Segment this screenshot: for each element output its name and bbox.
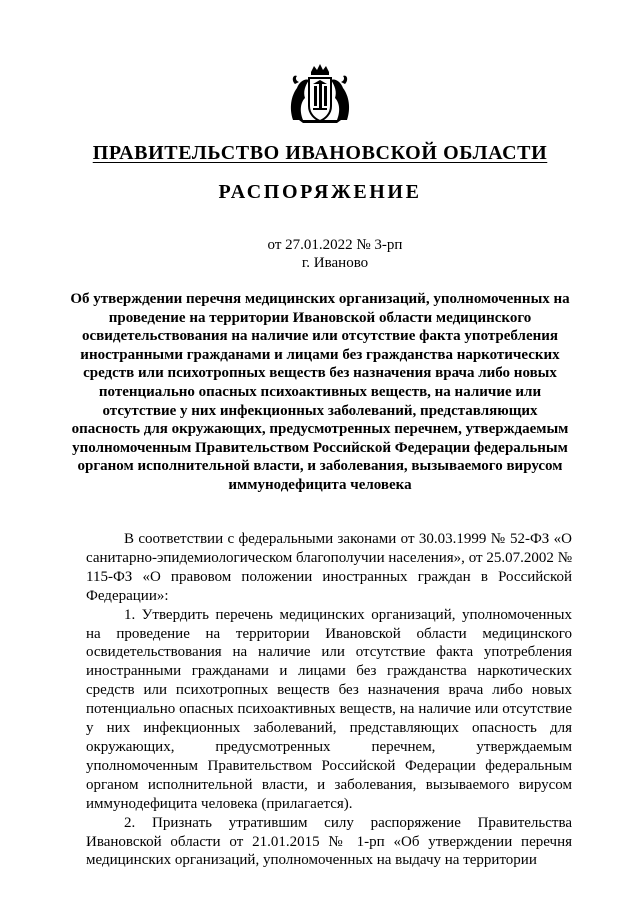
document-type: РАСПОРЯЖЕНИЕ: [218, 181, 422, 203]
date-number: от 27.01.2022 № 3-рп: [267, 237, 403, 253]
item-1-paragraph: 1. Утвердить перечень медицинских организаций, уполномоченных на проведение на территории Ивановской области медицинского освидетельствования на наличие или отсутствие факта употребления иностранными гражданами и лицами без гражданства наркотических средств или психотропных веществ без назначения врача либо новых потенциально опасных психоактивных веществ, на наличие или отсутствие у них инфекционных заболеваний, представляющих опасность для окружающих, предусмотренных перечнем, утверждаемым уполномоченным Правительством Российской Федерации федеральным органом исполнительной власти, и заболевания, вызываемого вирусом иммунодефицита человека (прилагается).: [86, 606, 572, 812]
city: г. Иваново: [301, 255, 369, 271]
document-title: Об утверждении перечня медицинских организаций, уполномоченных на проведение на территории Ивановской области медицинского освидетельствования на наличие или отсутствие факта употребления иностранными гражданами и лицами без гражданства наркотических средств или психотропных веществ без назначения врача либо новых потенциально опасных психоактивных веществ, на наличие или отсутствие у них инфекционных заболеваний, представляющих опасность для окружающих, предусмотренных перечнем, утверждаемым уполномоченным Правительством Российской Федерации федеральным органом исполнительной власти, и заболевания, вызываемого вирусом иммунодефицита человека: [70, 291, 570, 493]
coat-of-arms-icon: [285, 62, 355, 124]
document-body: [86, 530, 572, 870]
item-2-paragraph: 2. Признать утратившим силу распоряжение Правительства Ивановской области от 21.01.2015 № 1-рп «Об утверждении перечня медицинских организаций, уполномоченных на выдачу на территории: [86, 814, 572, 869]
organization-name: ПРАВИТЕЛЬСТВО ИВАНОВСКОЙ ОБЛАСТИ: [92, 142, 548, 164]
preamble-paragraph: В соответствии с федеральными законами от 30.03.1999 № 52-ФЗ «О санитарно-эпидемиологическом благополучии населения», от 25.07.2002 № 115-ФЗ «О правовом положении иностранных граждан в Российской Федерации»:: [86, 531, 572, 604]
document-meta: [0, 236, 640, 272]
